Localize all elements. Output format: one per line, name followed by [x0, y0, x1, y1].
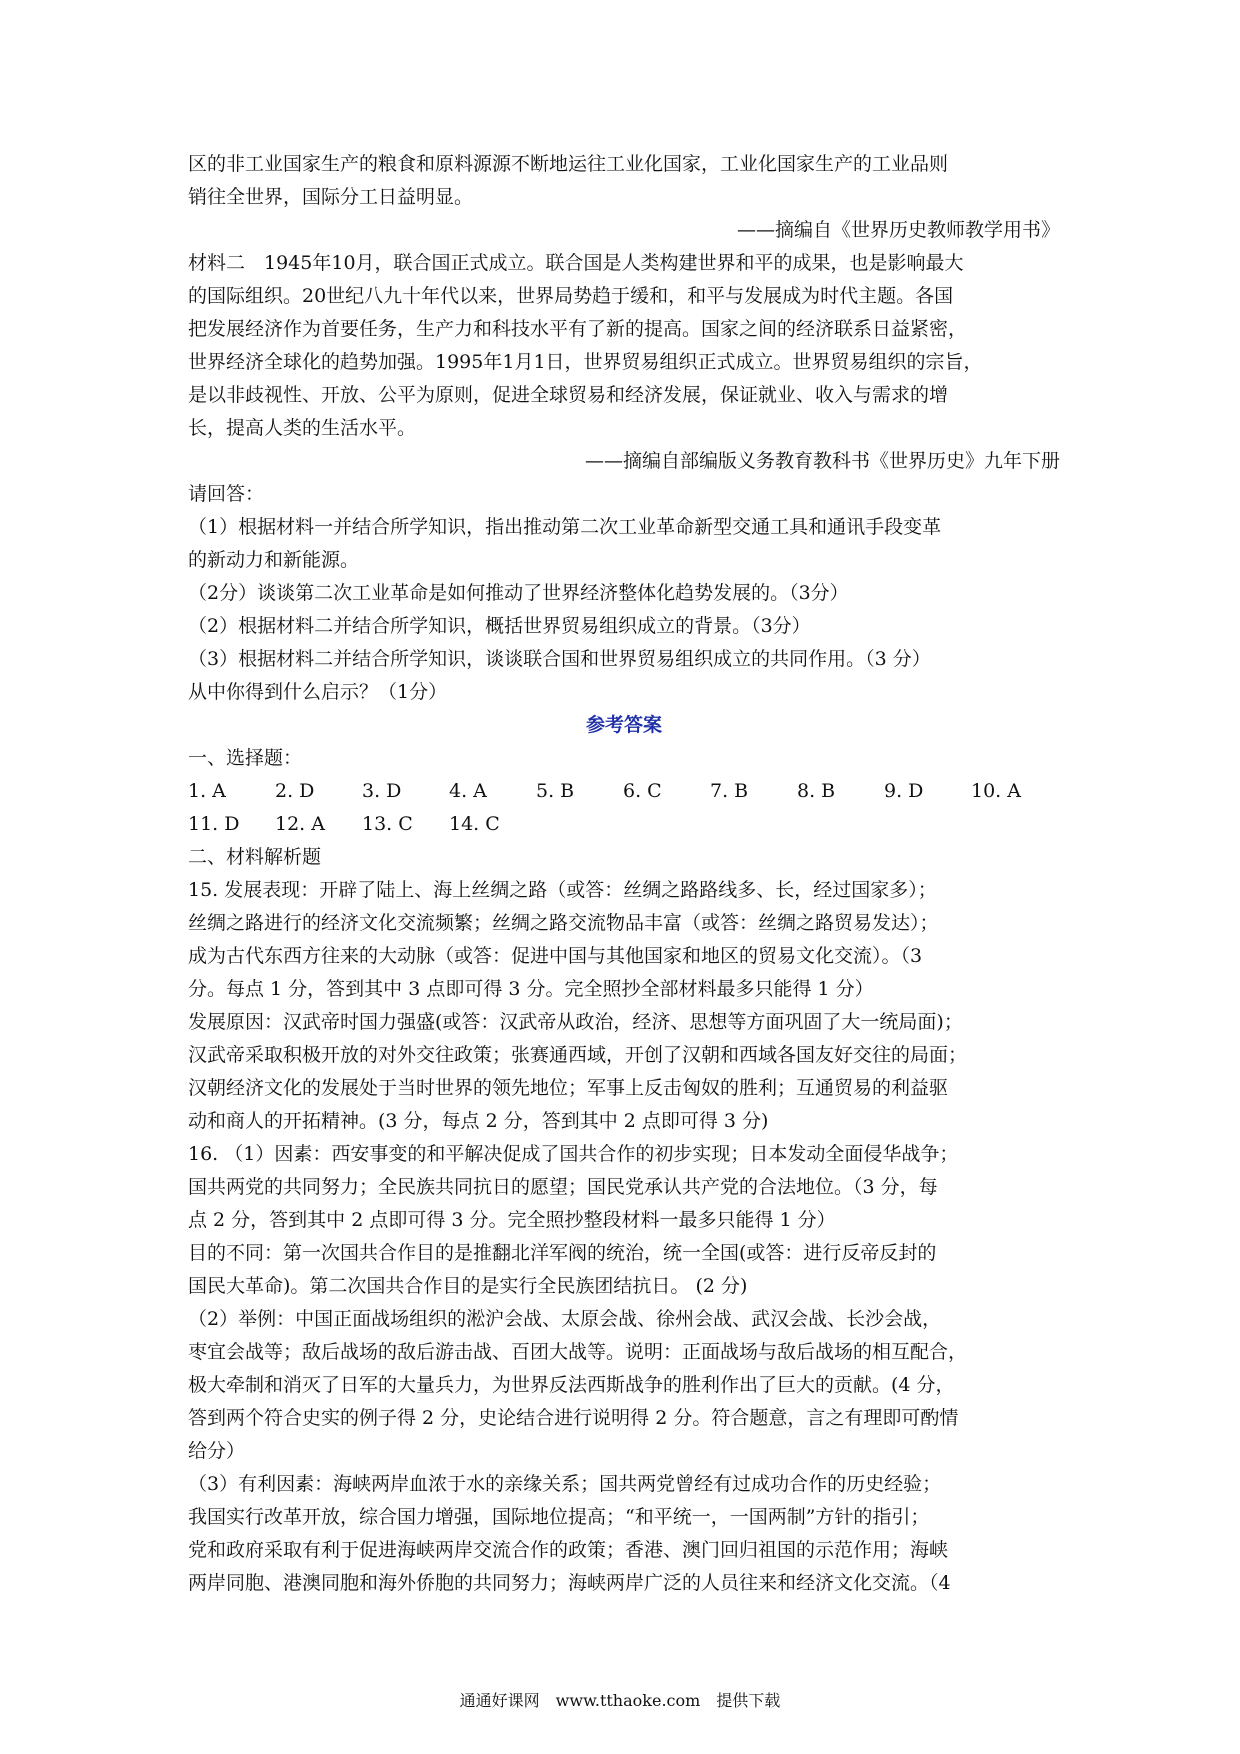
text-line: 长，提高人类的生活水平。 — [188, 417, 417, 439]
answer-line: 16. （1）因素：西安事变的和平解决促成了国共合作的初步实现；日本发动全面侵华战争； — [188, 1143, 959, 1165]
answer-line: 两岸同胞、港澳同胞和海外侨胞的共同努力；海峡两岸广泛的人员往来和经济文化交流。（4 — [188, 1572, 951, 1594]
answer-line: 汉武帝采取积极开放的对外交往政策；张赛通西域，开创了汉朝和西域各国友好交往的局面； — [188, 1044, 968, 1066]
answer-line: 极大牵制和消灭了日军的大量兵力，为世界反法西斯战争的胜利作出了巨大的贡献。(4 分， — [188, 1374, 955, 1396]
answer-line: 丝绸之路进行的经济文化交流频繁；丝绸之路交流物品丰富（或答：丝绸之路贸易发达）； — [188, 912, 939, 934]
text-line: 把发展经济作为首要任务，生产力和科技水平有了新的提高。国家之间的经济联系日益紧密， — [188, 318, 968, 340]
text-line: 材料二 1945年10月，联合国正式成立。联合国是人类构建世界和平的成果，也是影响最大 — [188, 252, 964, 274]
answer-line: 给分） — [188, 1440, 246, 1462]
answer-line: 枣宜会战等；敌后战场的敌后游击战、百团大战等。说明：正面战场与敌后战场的相互配合， — [188, 1341, 968, 1363]
source-citation: ——摘编自部编版义务教育教科书《世界历史》九年下册 — [584, 450, 1060, 472]
material-one-continued — [188, 148, 1060, 214]
question-line: （1）根据材料一并结合所学知识，指出推动第二次工业革命新型交通工具和通讯手段变革 — [188, 516, 942, 538]
answer-line: 党和政府采取有利于促进海峡两岸交流合作的政策；香港、澳门回归祖国的示范作用；海峡 — [188, 1539, 949, 1561]
answer-line: （3）有利因素：海峡两岸血浓于水的亲缘关系；国共两党曾经有过成功合作的历史经验； — [188, 1473, 942, 1495]
answer-line: （2）举例：中国正面战场组织的淞沪会战、太原会战、徐州会战、武汉会战、长沙会战， — [188, 1308, 942, 1330]
text-line: 是以非歧视性、开放、公平为原则，促进全球贸易和经济发展，保证就业、收入与需求的增 — [188, 384, 949, 406]
text-line: 的国际组织。20世纪八九十年代以来，世界局势趋于缓和，和平与发展成为时代主题。各国 — [188, 285, 954, 307]
choice-answer: 14. C — [449, 813, 500, 835]
page-footer: 通通好课网 www.tthaoke.com 提供下载 — [459, 1691, 781, 1710]
choice-answer: 1. A — [188, 780, 226, 802]
section-title: 一、选择题： — [188, 747, 303, 769]
choice-answer: 5. B — [536, 780, 575, 802]
answer-line: 动和商人的开拓精神。(3 分，每点 2 分，答到其中 2 点即可得 3 分) — [188, 1110, 769, 1132]
text-line: 世界经济全球化的趋势加强。1995年1月1日，世界贸易组织正式成立。世界贸易组织的宗旨， — [188, 351, 983, 373]
choice-answer: 12. A — [275, 813, 325, 835]
question-line: 的新动力和新能源。 — [188, 549, 360, 571]
choice-answer: 8. B — [797, 780, 836, 802]
answer-line: 我国实行改革开放，综合国力增强，国际地位提高；“和平统一，一国两制”方针的指引； — [188, 1506, 930, 1528]
question-line: （2）根据材料二并结合所学知识，概括世界贸易组织成立的背景。（3分） — [188, 615, 811, 637]
answer-line: 15. 发展表现：开辟了陆上、海上丝绸之路（或答：丝绸之路路线多、长，经过国家多）； — [188, 879, 937, 901]
question-line: 从中你得到什么启示？（1分） — [188, 681, 448, 703]
text-line: 区的非工业国家生产的粮食和原料源源不断地运往工业化国家，工业化国家生产的工业品则 — [188, 153, 949, 175]
answer-line: 发展原因：汉武帝时国力强盛(或答：汉武帝从政治，经济、思想等方面巩固了大一统局面)； — [188, 1011, 963, 1033]
choice-answer: 4. A — [449, 780, 487, 802]
choice-answer: 3. D — [362, 780, 402, 802]
page-content — [188, 148, 1060, 1600]
choice-answer: 13. C — [362, 813, 413, 835]
choice-answers-row — [188, 808, 1060, 841]
material-two — [188, 247, 1060, 445]
answer-line: 点 2 分，答到其中 2 点即可得 3 分。完全照抄整段材料一最多只能得 1 分） — [188, 1209, 836, 1231]
source-citation: ——摘编自《世界历史教师教学用书》 — [736, 219, 1060, 241]
answer-explanations — [188, 874, 1060, 1600]
answer-line: 国民大革命)。第二次国共合作目的是实行全民族团结抗日。 (2 分) — [188, 1275, 748, 1297]
choice-answer: 6. C — [623, 780, 662, 802]
answer-line: 分。每点 1 分，答到其中 3 点即可得 3 分。完全照抄全部材料最多只能得 1 分） — [188, 978, 874, 1000]
choice-answer: 9. D — [884, 780, 924, 802]
answer-line: 答到两个符合史实的例子得 2 分，史论结合进行说明得 2 分。符合题意，言之有理即可酌情 — [188, 1407, 959, 1429]
choice-answer: 2. D — [275, 780, 315, 802]
answer-title: 参考答案 — [585, 714, 662, 736]
questions — [188, 478, 1060, 709]
choice-answer: 10. A — [971, 780, 1021, 802]
answer-line: 成为古代东西方往来的大动脉（或答：促进中国与其他国家和地区的贸易文化交流）。（3 — [188, 945, 923, 967]
answer-line: 目的不同：第一次国共合作目的是推翻北洋军阀的统治，统一全国(或答：进行反帝反封的 — [188, 1242, 937, 1264]
answer-line: 汉朝经济文化的发展处于当时世界的领先地位；军事上反击匈奴的胜利；互通贸易的利益驱 — [188, 1077, 949, 1099]
choice-answer: 7. B — [710, 780, 749, 802]
section-title: 二、材料解析题 — [188, 846, 322, 868]
choice-answer: 11. D — [188, 813, 240, 835]
text-line: 销往全世界，国际分工日益明显。 — [188, 186, 474, 208]
question-line: （2分）谈谈第二次工业革命是如何推动了世界经济整体化趋势发展的。（3分） — [188, 582, 849, 604]
choice-answers-row — [188, 775, 1060, 808]
answer-line: 国共两党的共同努力；全民族共同抗日的愿望；国民党承认共产党的合法地位。（3 分，每 — [188, 1176, 938, 1198]
question-line: 请回答： — [188, 483, 265, 505]
question-line: （3）根据材料二并结合所学知识，谈谈联合国和世界贸易组织成立的共同作用。（3 分） — [188, 648, 931, 670]
